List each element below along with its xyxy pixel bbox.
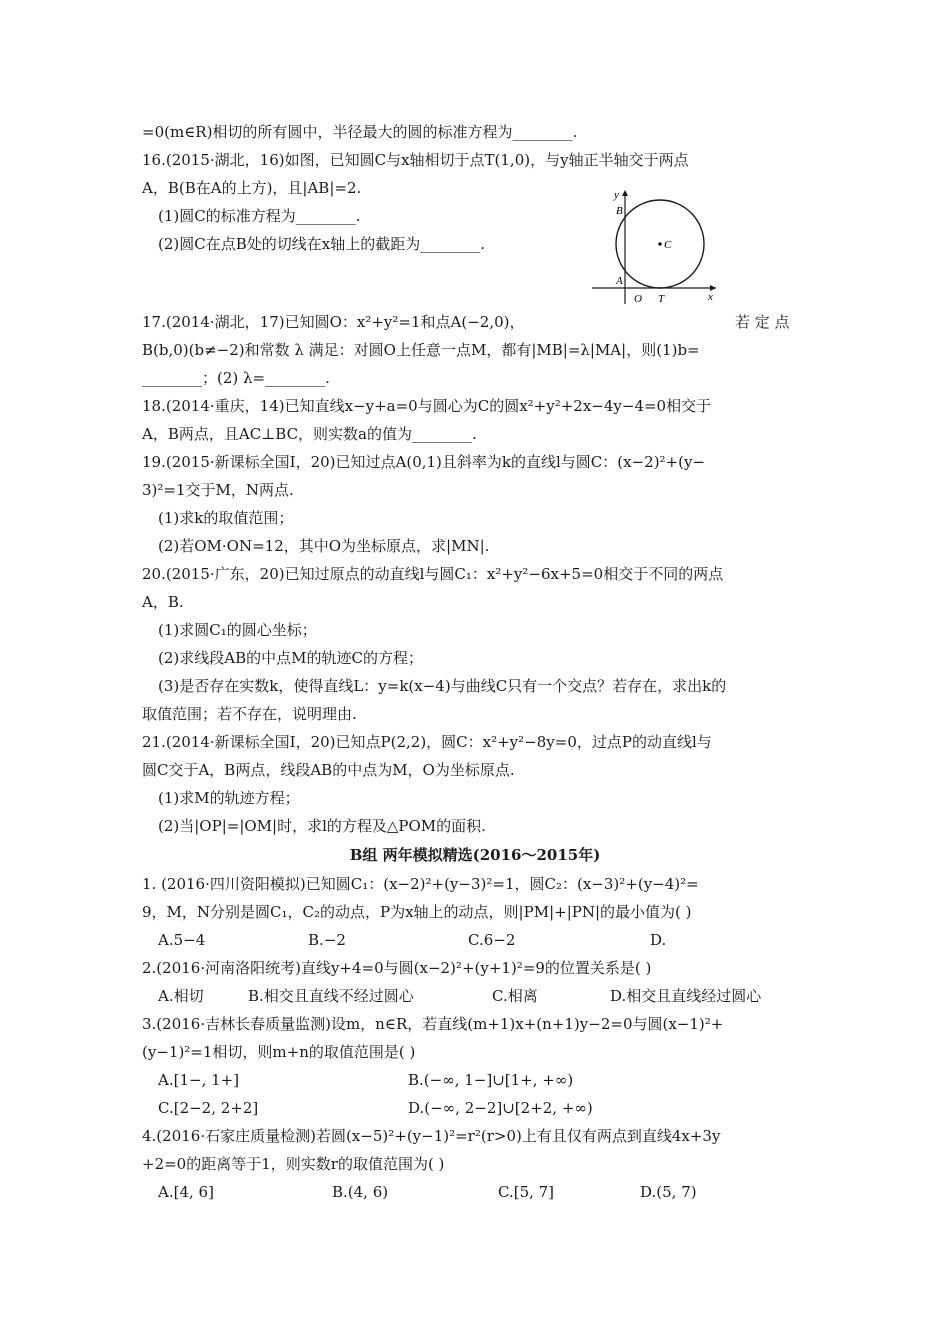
- text-line: (1)求圆C₁的圆心坐标；: [158, 621, 317, 639]
- problem-19-line: 19.(2015·新课标全国Ⅰ，20)已知过点A(0,1)且斜率为k的直线l与圆C：(x−2)²+(y−: [142, 453, 706, 471]
- text-line: ________；(2) λ=________.: [142, 369, 330, 387]
- label-x: x: [708, 291, 713, 303]
- option-d: D.(5, 7): [640, 1183, 697, 1201]
- option-a: A.5−4: [158, 931, 206, 949]
- text-line: (2)求线段AB的中点M的轨迹C的方程；: [158, 649, 423, 667]
- option-a: A.[4, 6]: [158, 1183, 214, 1201]
- text-line: (3)是否存在实数k，使得直线L：y=k(x−4)与曲线C只有一个交点？若存在，求出k的: [158, 677, 727, 695]
- option-c: C.[2−2, 2+2]: [158, 1099, 259, 1117]
- option-c: C.[5, 7]: [498, 1183, 555, 1201]
- problem-18-line: 18.(2014·重庆，14)已知直线x−y+a=0与圆心为C的圆x²+y²+2x−4y−4=0相交于: [142, 397, 712, 415]
- text-line: (1)求k的取值范围；: [158, 509, 294, 527]
- text-line: =0(m∈R)相切的所有圆中，半径最大的圆的标准方程为________.: [142, 123, 578, 141]
- problem-b1-line: 1. (2016·四川资阳模拟)已知圆C₁：(x−2)²+(y−3)²=1，圆C₂：(x−3)²+(y−4)²=: [142, 875, 699, 893]
- circle-figure: [590, 186, 720, 308]
- problem-20-line: 20.(2015·广东，20)已知过原点的动直线l与圆C₁：x²+y²−6x+5=0相交于不同的两点: [142, 565, 724, 583]
- label-y: y: [614, 189, 619, 201]
- label-a: A: [616, 275, 623, 287]
- problem-b3-line: 3.(2016·吉林长春质量监测)设m，n∈R，若直线(m+1)x+(n+1)y−2=0与圆(x−1)²+: [142, 1015, 724, 1033]
- problem-b2-line: 2.(2016·河南洛阳统考)直线y+4=0与圆(x−2)²+(y+1)²=9的位置关系是( ): [142, 959, 652, 977]
- text-line: A，B(B在A的上方)，且|AB|=2.: [142, 179, 362, 197]
- problem-b4-line: 4.(2016·石家庄质量检测)若圆(x−5)²+(y−1)²=r²(r>0)上有且仅有两点到直线4x+3y: [142, 1127, 721, 1145]
- text-line: +2=0的距离等于1，则实数r的取值范围为( ): [142, 1155, 445, 1173]
- option-a: A.相切: [158, 987, 204, 1005]
- problem-21-line: 21.(2014·新课标全国Ⅰ，20)已知点P(2,2)，圆C：x²+y²−8y=0，过点P的动直线l与: [142, 733, 712, 751]
- option-a: A.[1−, 1+]: [158, 1071, 240, 1089]
- label-t: T: [658, 293, 665, 305]
- text-line: (2)当|OP|=|OM|时，求l的方程及△POM的面积.: [158, 817, 486, 835]
- text-line: A，B两点，且AC⊥BC，则实数a的值为________.: [142, 425, 477, 443]
- text-line: B(b,0)(b≠−2)和常数 λ 满足：对圆O上任意一点M，都有|MB|=λ|MA|，则(1)b=: [142, 341, 700, 359]
- problem-17-line: 17.(2014·湖北，17)已知圆O：x²+y²=1和点A(−2,0)，: [142, 313, 525, 331]
- option-b: B.(−∞, 1−]∪[1+, +∞): [408, 1071, 574, 1089]
- label-o: O: [634, 293, 642, 305]
- option-d: D.相交且直线经过圆心: [610, 987, 762, 1005]
- text-line: (1)求M的轨迹方程；: [158, 789, 300, 807]
- option-b: B.−2: [308, 931, 346, 949]
- text-line-tail: 若 定 点: [735, 313, 790, 331]
- label-b: B: [616, 205, 623, 217]
- label-c: C: [664, 239, 672, 251]
- text-line: (1)圆C的标准方程为________.: [158, 207, 361, 225]
- text-line: 9，M，N分别是圆C₁，C₂的动点，P为x轴上的动点，则|PM|+|PN|的最小值为( ): [142, 903, 692, 921]
- option-c: C.6−2: [468, 931, 516, 949]
- section-title: B组 两年模拟精选(2016～2015年): [349, 846, 601, 864]
- option-c: C.相离: [492, 987, 538, 1005]
- text-line: 取值范围；若不存在，说明理由.: [142, 705, 357, 723]
- text-line: A，B.: [142, 593, 184, 611]
- y-axis-arrow: [622, 190, 628, 196]
- center-dot: [658, 242, 662, 246]
- text-line: (2)若OM·ON=12，其中O为坐标原点，求|MN|.: [158, 537, 490, 555]
- option-d: D.(−∞, 2−2]∪[2+2, +∞): [408, 1099, 593, 1117]
- option-d: D.: [650, 931, 667, 949]
- text-line: (y−1)²=1相切，则m+n的取值范围是( ): [142, 1043, 416, 1061]
- text-line: 圆C交于A，B两点，线段AB的中点为M，O为坐标原点.: [142, 761, 515, 779]
- text-line: 3)²=1交于M，N两点.: [142, 481, 294, 499]
- problem-16-line: 16.(2015·湖北，16)如图，已知圆C与x轴相切于点T(1,0)，与y轴正半轴交于两点: [142, 151, 689, 169]
- option-b: B.相交且直线不经过圆心: [248, 987, 414, 1005]
- text-line: (2)圆C在点B处的切线在x轴上的截距为________.: [158, 235, 485, 253]
- option-b: B.(4, 6): [332, 1183, 389, 1201]
